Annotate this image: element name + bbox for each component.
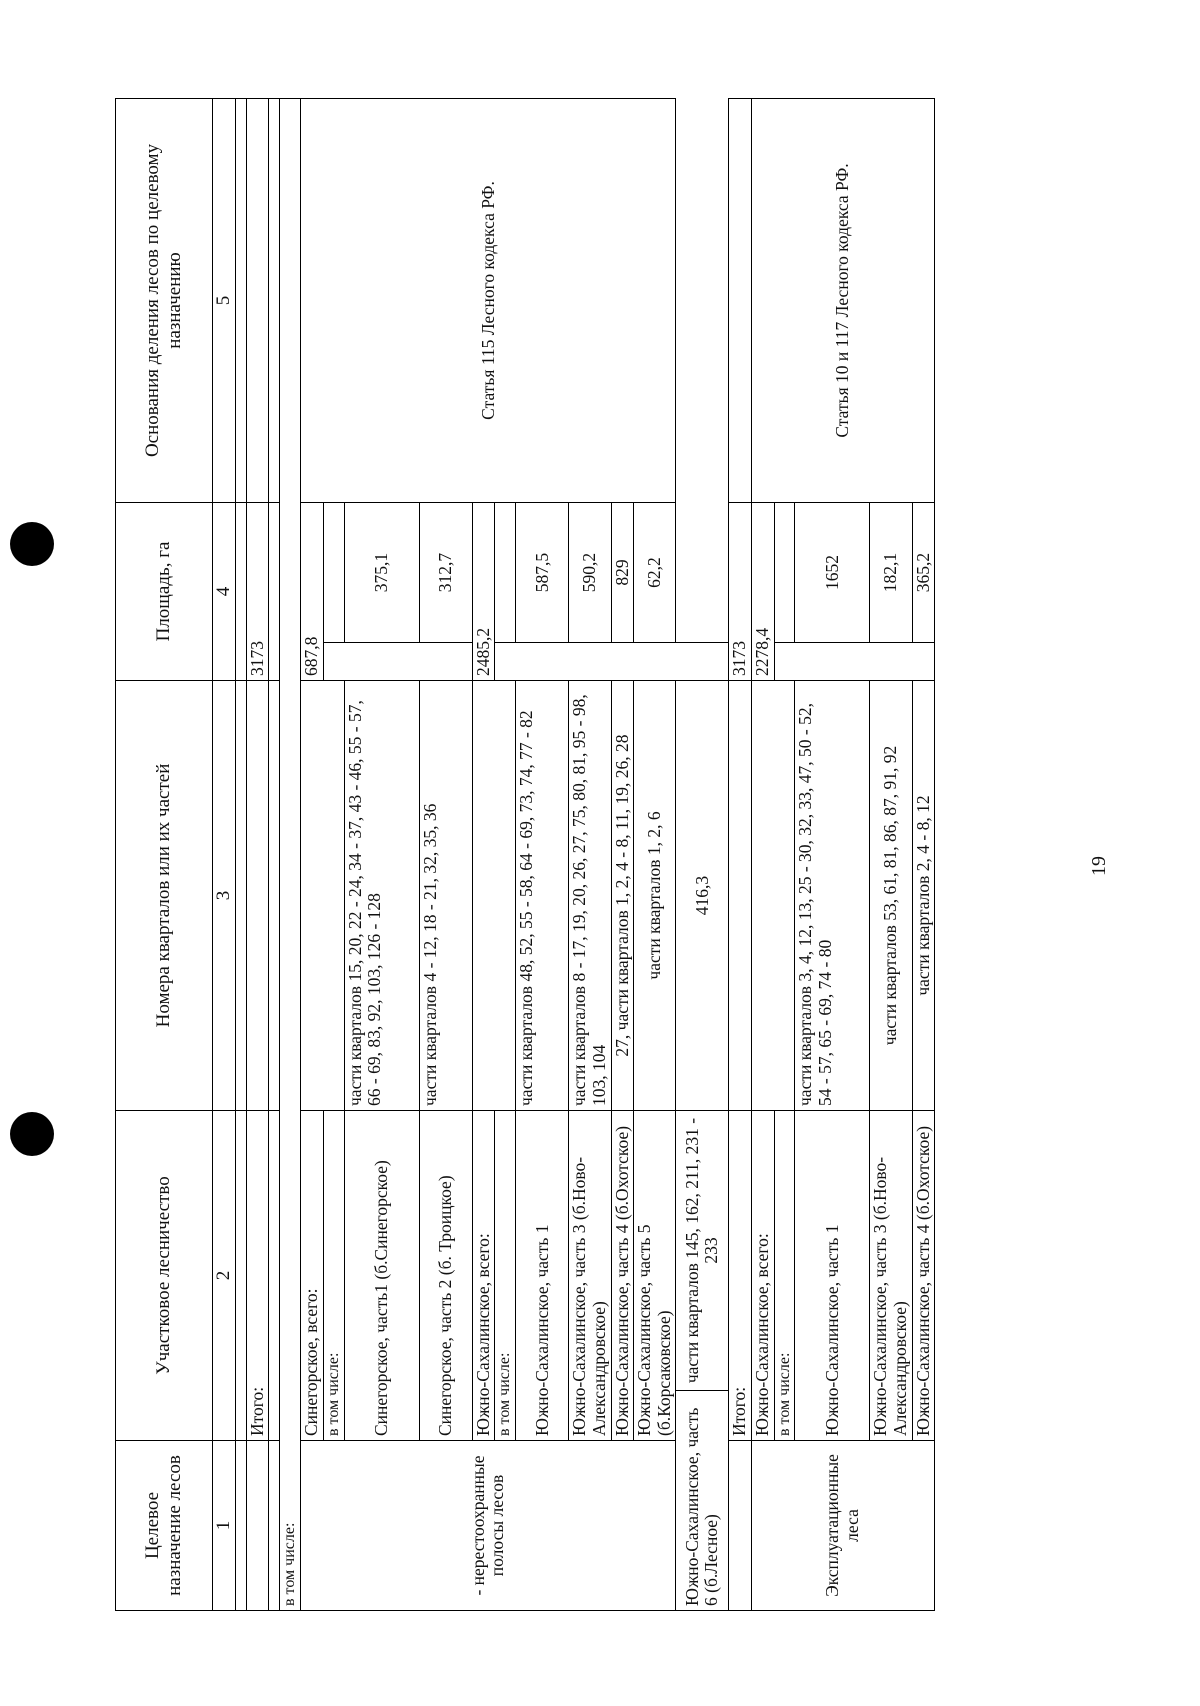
sin1-name: Синегорское, часть1 (б.Синегорское) [344,1111,419,1441]
e3-quarters: части кварталов 53, 61, 81, 86, 87, 91, 92 [870,681,912,1111]
header-area: Площадь, га [116,502,213,680]
v-tom-chisle-row [280,98,301,1610]
sin1-area: 375,1 [344,502,419,642]
purpose-exploitation-forests: Эксплуатационные леса [751,1441,934,1611]
ys5-name: Южно-Сахалинское, часть 5 (б.Корсаковское) [634,1111,676,1441]
ys-sub-label: в том числе: [495,1111,516,1441]
basis-article-115: Статья 115 Лесного кодекса РФ. [301,98,676,502]
header-basis: Основания деления лесов по целевому назначению [116,98,213,502]
forest-allocation-table [115,98,935,1611]
header-row [116,98,213,1610]
itogo-label: Итого: [729,1111,752,1441]
spacer-row [235,98,246,1610]
ys-total-label: Южно-Сахалинское, всего: [472,1111,495,1441]
basis-articles-10-117: Статья 10 и 117 Лесного кодекса РФ. [751,98,934,502]
purpose-spawning-strips: - нерестоохранные полосы лесов [301,1441,676,1611]
e4-name: Южно-Сахалинское, часть 4 (б.Охотское) [912,1111,935,1441]
v-tom-chisle-label: в том числе: [280,98,301,1610]
colnum-5: 5 [213,98,236,502]
ys4-quarters: 27, части кварталов 1, 2, 4 - 8, 11, 19, 26, 28 [611,681,634,1111]
sin2-name: Синегорское, часть 2 (б. Троицкое) [419,1111,472,1441]
ys6-name: Южно-Сахалинское, часть 6 (б.Лесное) [676,1391,729,1611]
column-number-row [213,98,236,1610]
colnum-3: 3 [213,681,236,1111]
sin-total-label: Синегорское, всего: [301,1111,324,1441]
sin2-quarters: части кварталов 4 - 12, 18 - 21, 32, 35, 36 [419,681,472,1111]
header-purpose: Целевое назначение лесов [116,1441,213,1611]
ys3-name: Южно-Сахалинское, часть 3 (б.Ново-Александровское) [569,1111,611,1441]
ys1-area: 587,5 [516,502,569,642]
sin-total-row [301,98,324,1610]
punch-hole-right [10,522,54,566]
spacer-row [269,98,280,1610]
ys5-area: 62,2 [634,502,676,642]
e-sub-label: в том числе: [774,1111,795,1441]
ys1-name: Южно-Сахалинское, часть 1 [516,1111,569,1441]
ys4-name: Южно-Сахалинское, часть 4 (б.Охотское) [611,1111,634,1441]
e-total-area: 2278,4 [751,502,774,680]
ys3-quarters: части кварталов 8 - 17, 19, 20, 26, 27, 75, 80, 81, 95 - 98, 103, 104 [569,681,611,1111]
ys5-quarters: части кварталов 1, 2, 6 [634,681,676,1111]
itogo-row [246,98,269,1610]
e3-area: 182,1 [870,502,912,642]
table-row [676,98,729,1610]
e1-area: 1652 [795,502,870,642]
header-forestry: Участковое лесничество [116,1111,213,1441]
sin-sub-label: в том числе: [323,1111,344,1441]
e-total-row [751,98,774,1610]
itogo-area: 3173 [729,502,752,680]
itogo-label: Итого: [246,1111,269,1441]
e1-name: Южно-Сахалинское, часть 1 [795,1111,870,1441]
e1-quarters: части кварталов 3, 4, 12, 13, 25 - 30, 32, 33, 47, 50 - 52, 54 - 57, 65 - 69, 74 - 80 [795,681,870,1111]
colnum-4: 4 [213,502,236,680]
punch-hole-left [10,1112,54,1156]
header-quarters: Номера кварталов или их частей [116,681,213,1111]
colnum-1: 1 [213,1441,236,1611]
e-total-label: Южно-Сахалинское, всего: [751,1111,774,1441]
sin1-quarters: части кварталов 15, 20, 22 - 24, 34 - 37, 43 - 46, 55 - 57, 66 - 69, 83, 92, 103, 126 - 128 [344,681,419,1111]
ys6-area: 416,3 [676,681,729,1111]
colnum-2: 2 [213,1111,236,1441]
e3-name: Южно-Сахалинское, часть 3 (б.Ново-Александровское) [870,1111,912,1441]
ys4-area: 829 [611,502,634,642]
itogo-row [729,98,752,1610]
e4-area: 365,2 [912,502,935,642]
ys1-quarters: части кварталов 48, 52, 55 - 58, 64 - 69, 73, 74, 77 - 82 [516,681,569,1111]
e4-quarters: части кварталов 2, 4 - 8, 12 [912,681,935,1111]
ys3-area: 590,2 [569,502,611,642]
page-number: 19 [1088,856,1110,876]
ys6-quarters: части кварталов 145, 162, 211, 231 - 233 [676,1111,729,1391]
sin2-area: 312,7 [419,502,472,642]
sin-total-area: 687,8 [301,502,324,680]
ys-total-area: 2485,2 [472,502,495,680]
itogo-area: 3173 [246,502,269,680]
